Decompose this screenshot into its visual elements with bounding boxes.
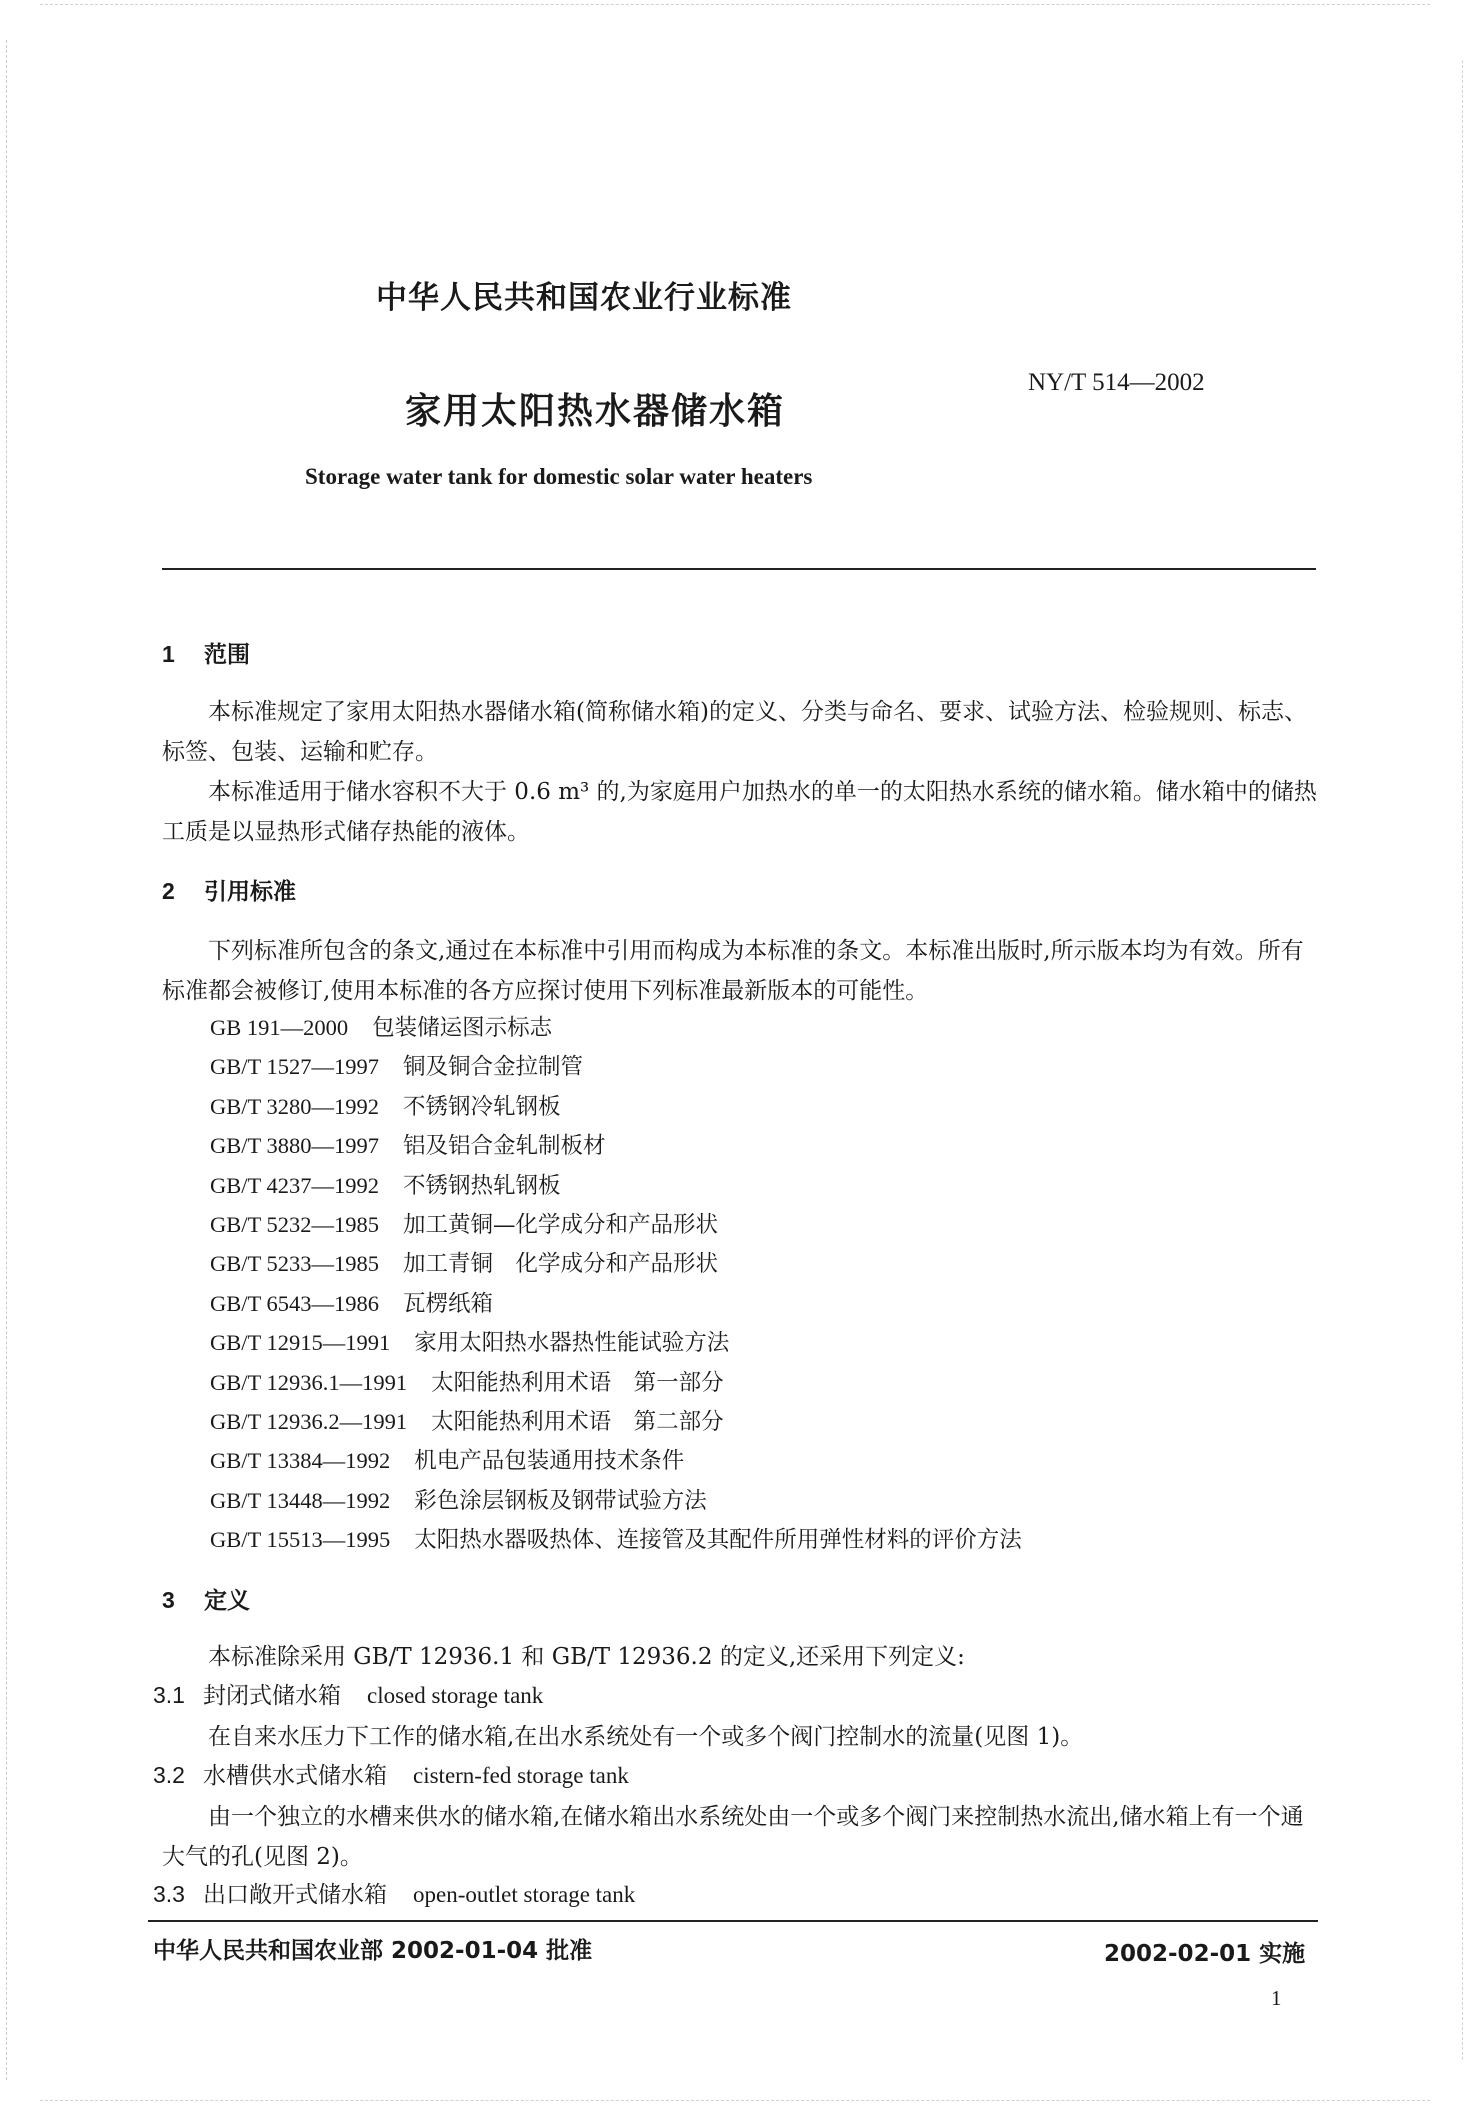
document-title-english: Storage water tank for domestic solar water heaters bbox=[305, 464, 813, 489]
reference-code: GB/T 5232—1985 bbox=[210, 1211, 379, 1237]
reference-code: GB/T 12936.2—1991 bbox=[210, 1408, 408, 1434]
reference-code: GB/T 3280—1992 bbox=[210, 1093, 379, 1119]
section-title: 引用标准 bbox=[204, 879, 296, 905]
section-number: 2 bbox=[162, 878, 175, 904]
paragraph: 下列标准所包含的条文,通过在本标准中引用而构成为本标准的条文。本标准出版时,所示版本均为有效。所有标准都会被修订,使用本标准的各方应探讨使用下列标准最新版本的可能性。 bbox=[162, 938, 1304, 1004]
definition-heading-3-3 bbox=[153, 1876, 635, 1909]
scan-edge-right bbox=[1462, 60, 1463, 2060]
section-number: 1 bbox=[162, 641, 175, 667]
reference-item bbox=[210, 1008, 1022, 1047]
reference-code: GB/T 12915—1991 bbox=[210, 1330, 391, 1356]
reference-title: 铜及铜合金拉制管 bbox=[402, 1054, 583, 1081]
reference-title: 太阳热水器吸热体、连接管及其配件所用弹性材料的评价方法 bbox=[414, 1527, 1022, 1554]
reference-title: 瓦楞纸箱 bbox=[402, 1290, 493, 1317]
reference-title: 包装储运图示标志 bbox=[372, 1015, 553, 1041]
definition-term-english: closed storage tank bbox=[367, 1683, 544, 1708]
scan-edge-bottom bbox=[40, 2100, 1430, 2101]
reference-title: 不锈钢冷轧钢板 bbox=[402, 1093, 561, 1120]
section-heading-2 bbox=[162, 873, 296, 906]
reference-item bbox=[210, 1047, 1022, 1086]
reference-code: GB/T 13448—1992 bbox=[210, 1487, 391, 1513]
reference-item bbox=[210, 1244, 1022, 1283]
scan-edge-top bbox=[40, 4, 1430, 5]
definition-number: 3.2 bbox=[153, 1762, 185, 1788]
definition-heading-3-1 bbox=[153, 1677, 543, 1710]
standard-organization: 中华人民共和国农业行业标准 bbox=[376, 280, 792, 316]
reference-item bbox=[210, 1205, 1022, 1244]
reference-title: 加工黄铜—化学成分和产品形状 bbox=[402, 1211, 718, 1238]
paragraph: 本标准除采用 GB/T 12936.1 和 GB/T 12936.2 的定义,还采用下列定义: bbox=[208, 1644, 965, 1670]
paragraph: 本标准规定了家用太阳热水器储水箱(简称储水箱)的定义、分类与命名、要求、试验方法、检验规则、标志、标签、包装、运输和贮存。 bbox=[162, 699, 1307, 765]
definition-term-english: open-outlet storage tank bbox=[413, 1882, 636, 1907]
header-divider bbox=[162, 568, 1316, 570]
reference-title: 太阳能热利用术语 第一部分 bbox=[431, 1369, 724, 1396]
paragraph: 本标准适用于储水容积不大于 0.6 m³ 的,为家庭用户加热水的单一的太阳热水系统的储水箱。储水箱中的储热工质是以显热形式储存热能的液体。 bbox=[162, 779, 1317, 845]
reference-title: 彩色涂层钢板及钢带试验方法 bbox=[414, 1487, 707, 1514]
reference-title: 不锈钢热轧钢板 bbox=[402, 1172, 561, 1199]
effective-date: 2002-02-01 实施 bbox=[1104, 1941, 1306, 1967]
reference-item bbox=[210, 1363, 1022, 1402]
reference-item bbox=[210, 1166, 1022, 1205]
section-number: 3 bbox=[162, 1587, 175, 1613]
reference-item bbox=[210, 1402, 1022, 1441]
reference-item bbox=[210, 1441, 1022, 1480]
document-title: 家用太阳热水器储水箱 bbox=[405, 391, 786, 432]
reference-item bbox=[210, 1087, 1022, 1126]
approval-statement: 中华人民共和国农业部 2002-01-04 批准 bbox=[153, 1938, 593, 1964]
reference-item bbox=[210, 1481, 1022, 1520]
reference-title: 加工青铜 化学成分和产品形状 bbox=[402, 1251, 718, 1278]
reference-code: GB/T 3880—1997 bbox=[210, 1133, 379, 1159]
definition-term: 水槽供水式储水箱 bbox=[203, 1763, 387, 1789]
page-number: 1 bbox=[1271, 1986, 1282, 2010]
definition-term-english: cistern-fed storage tank bbox=[413, 1763, 629, 1788]
paragraph: 由一个独立的水槽来供水的储水箱,在储水箱出水系统处由一个或多个阀门来控制热水流出,储水箱上有一个通大气的孔(见图 2)。 bbox=[162, 1804, 1304, 1870]
reference-item bbox=[210, 1520, 1022, 1559]
scan-edge-left bbox=[6, 40, 7, 2080]
section-title: 定义 bbox=[204, 1588, 250, 1614]
footer-divider bbox=[148, 1920, 1318, 1922]
definition-heading-3-2 bbox=[153, 1757, 629, 1790]
reference-code: GB/T 6543—1986 bbox=[210, 1290, 379, 1316]
definition-term: 封闭式储水箱 bbox=[203, 1683, 341, 1709]
reference-item bbox=[210, 1284, 1022, 1323]
reference-title: 铝及铝合金轧制板材 bbox=[402, 1133, 606, 1160]
paragraph: 在自来水压力下工作的储水箱,在出水系统处有一个或多个阀门控制水的流量(见图 1)。 bbox=[208, 1724, 1084, 1750]
reference-code: GB/T 5233—1985 bbox=[210, 1251, 379, 1277]
section-heading-1 bbox=[162, 636, 250, 669]
reference-item bbox=[210, 1323, 1022, 1362]
reference-title: 太阳能热利用术语 第二部分 bbox=[431, 1408, 724, 1435]
reference-code: GB/T 1527—1997 bbox=[210, 1054, 379, 1080]
definition-number: 3.3 bbox=[153, 1881, 185, 1907]
section-heading-3 bbox=[162, 1582, 250, 1615]
reference-code: GB 191—2000 bbox=[210, 1015, 349, 1040]
reference-list bbox=[210, 1008, 1022, 1559]
definition-term: 出口敞开式储水箱 bbox=[203, 1882, 387, 1908]
section-title: 范围 bbox=[204, 642, 250, 668]
reference-code: GB/T 4237—1992 bbox=[210, 1172, 379, 1198]
reference-code: GB/T 13384—1992 bbox=[210, 1448, 391, 1474]
reference-code: GB/T 12936.1—1991 bbox=[210, 1369, 408, 1395]
standard-code: NY/T 514—2002 bbox=[1028, 369, 1205, 396]
reference-title: 家用太阳热水器热性能试验方法 bbox=[414, 1330, 730, 1357]
definition-number: 3.1 bbox=[153, 1682, 185, 1708]
reference-item bbox=[210, 1126, 1022, 1165]
reference-code: GB/T 15513—1995 bbox=[210, 1527, 391, 1553]
reference-title: 机电产品包装通用技术条件 bbox=[414, 1448, 685, 1475]
